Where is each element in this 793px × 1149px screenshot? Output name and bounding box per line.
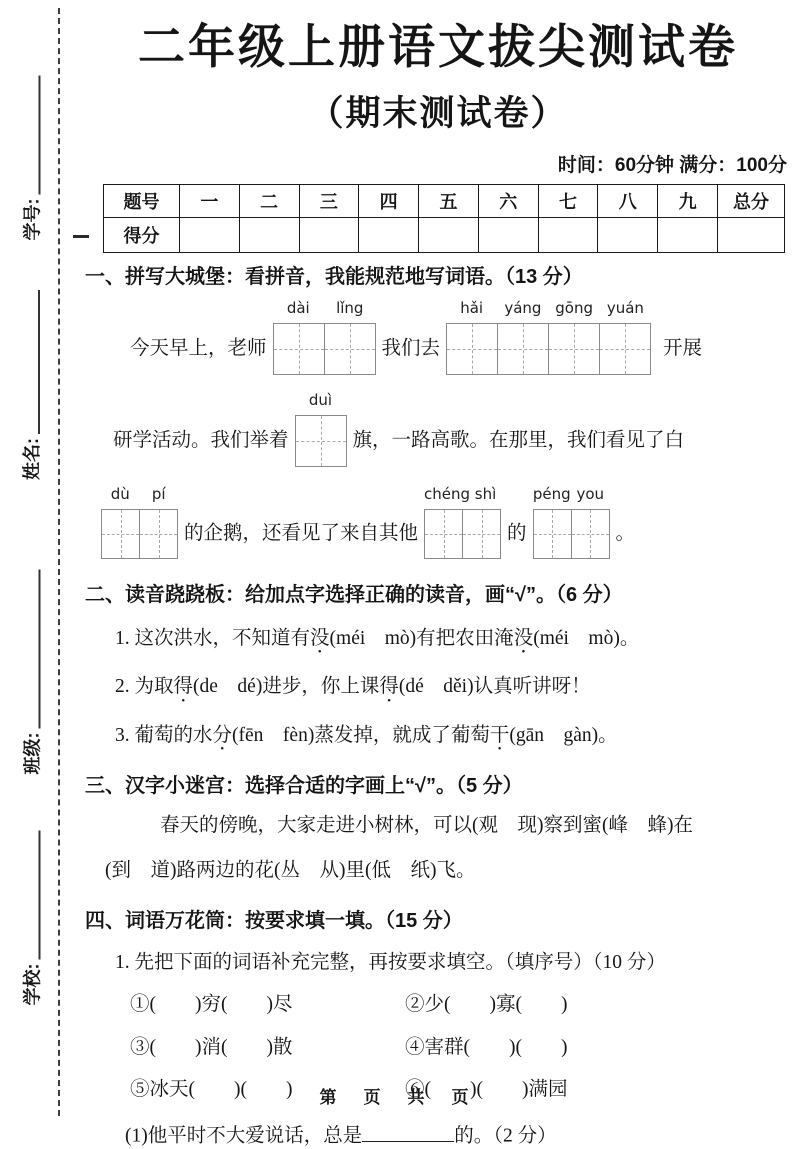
score-header-cell: 七	[538, 185, 598, 218]
pinyin-syllable: dài	[286, 299, 310, 318]
seal-label: 姓名:	[22, 438, 42, 480]
q2-item-1	[115, 627, 791, 651]
seal-blank-line	[39, 831, 41, 960]
text-segment: (de dé)进步，你上课	[193, 676, 380, 698]
score-table-header-row	[104, 185, 785, 218]
writing-cells	[295, 415, 347, 467]
emphasized-char: 分	[212, 724, 233, 746]
pinyin-syllable: yuán	[606, 299, 644, 318]
text-segment: (fēn fèn)蒸发掉，就成了葡萄	[232, 724, 490, 746]
writing-cell	[102, 510, 139, 558]
question-1-heading: 一、拼写大城堡：看拼音，我能规范地写词语。（13 分）	[85, 266, 583, 289]
text-segment: 1. 这次洪水，不知道有	[115, 628, 311, 650]
emphasized-char: 得	[379, 676, 399, 698]
score-header-cell: 三	[299, 185, 359, 218]
writing-cells	[273, 323, 376, 375]
seal-label: 学校:	[22, 963, 43, 1006]
question-2-heading: 二、读音跷跷板：给加点字选择正确的读音，画“√”。（6 分）	[85, 584, 623, 607]
q4-grid-row	[130, 1036, 791, 1060]
emphasized-char: 没	[310, 628, 330, 650]
seal-blank-line	[38, 290, 40, 434]
emphasized-char: 得	[173, 676, 194, 698]
writing-cell	[324, 324, 375, 374]
q2-item-2	[115, 675, 791, 699]
sentence-text: 。	[615, 522, 636, 544]
writing-cell	[548, 324, 599, 374]
sentence-text: 研学活动。我们举着	[113, 429, 289, 451]
paper-subtitle: （期末测试卷）	[308, 94, 568, 134]
writing-cells	[101, 509, 178, 559]
pinyin-box-group	[446, 299, 651, 375]
seal-field-name	[19, 290, 43, 480]
score-row-label: 得分	[104, 218, 180, 253]
score-cell-empty	[718, 218, 785, 253]
pinyin-syllable: duì	[308, 391, 333, 410]
seal-label: 班级:	[22, 732, 43, 775]
text-segment: (1)他平时不大爱说话，总是	[125, 1125, 363, 1147]
pinyin-row	[446, 301, 651, 316]
pinyin-syllable: hǎi	[460, 299, 484, 318]
seal-blank-line	[39, 76, 41, 195]
writing-cell	[571, 510, 609, 558]
text-segment: (méi mò)有把农田淹	[329, 628, 514, 650]
score-table-score-row	[104, 218, 785, 253]
writing-cell	[425, 510, 462, 558]
emphasized-char: 干	[489, 724, 510, 746]
writing-cells	[533, 509, 610, 559]
pinyin-syllable: gōng	[555, 299, 594, 318]
pinyin-box-group	[424, 485, 501, 559]
writing-cell	[497, 324, 548, 374]
pinyin-row	[533, 487, 610, 502]
word-completion-item: ⑤冰天( )( )	[130, 1079, 293, 1101]
q2-item-3	[115, 724, 791, 748]
page-footer: 第 页 共 页	[319, 1088, 474, 1107]
q1-line-1	[130, 299, 791, 375]
seal-blank-line	[39, 570, 41, 729]
writing-cell	[139, 510, 177, 558]
pinyin-box-group	[295, 391, 347, 467]
writing-cell	[296, 416, 346, 466]
pinyin-row	[295, 393, 347, 408]
q4-grid-row	[130, 993, 791, 1017]
q4-subquestion-1: 1. 先把下面的词语补充完整，再按要求填空。（填序号）（10 分）	[115, 951, 666, 973]
pinyin-syllable: lǐng	[336, 299, 364, 318]
score-header-cell: 六	[478, 185, 538, 218]
emphasized-char: 没	[513, 628, 534, 650]
main-content	[85, 0, 791, 1149]
text-segment: (dé děi)认真听讲呀！	[398, 676, 591, 698]
score-header-cell: 八	[598, 185, 658, 218]
score-cell-empty	[419, 218, 479, 253]
sentence-text: 的	[507, 522, 527, 544]
sentence-text: 今天早上，老师	[130, 337, 267, 359]
score-cell-empty	[478, 218, 538, 253]
text-segment: 3. 葡萄的水	[115, 724, 213, 746]
score-header-cell: 九	[658, 185, 718, 218]
pinyin-syllable: chéng	[424, 485, 471, 504]
text-segment: 的。（2 分）	[454, 1125, 557, 1147]
sentence-text: 我们去	[381, 337, 441, 359]
question-4-heading: 四、词语万花筒：按要求填一填。（15 分）	[85, 909, 463, 932]
q1-line-2	[113, 391, 791, 467]
time-score-info: 时间：60分钟 满分：100分	[557, 155, 787, 177]
score-cell-empty	[359, 218, 419, 253]
blank-underline	[362, 1120, 454, 1141]
text-segment: (gān gàn)。	[509, 724, 618, 746]
pinyin-syllable: dù	[110, 485, 130, 504]
text-segment: (méi mò)。	[533, 628, 640, 650]
sentence-text: 的企鹅，还看见了来自其他	[184, 522, 419, 544]
score-header-cell: 五	[419, 185, 479, 218]
score-cell-empty	[180, 218, 240, 253]
seal-label: 学号:	[22, 198, 43, 241]
pinyin-row	[101, 487, 178, 502]
score-header-cell: 一	[180, 185, 240, 218]
score-table	[103, 184, 785, 253]
score-cell-empty	[658, 218, 718, 253]
pinyin-syllable: pí	[151, 485, 166, 504]
seal-field-student-number	[20, 76, 44, 241]
writing-cell	[462, 510, 500, 558]
seal-field-school	[20, 831, 44, 1006]
writing-cell	[274, 324, 324, 374]
word-completion-item: ④害群( )( )	[405, 1036, 568, 1058]
word-completion-item: ②少( )寡( )	[405, 994, 568, 1016]
pinyin-box-group	[532, 485, 610, 559]
pinyin-syllable: shì	[474, 485, 497, 504]
writing-cells	[424, 509, 501, 559]
pinyin-syllable: you	[576, 485, 605, 504]
score-header-cell: 题号	[104, 185, 180, 218]
word-completion-item: ⑥( )( )满园	[405, 1079, 568, 1101]
pinyin-row	[273, 301, 376, 316]
seal-dashed-line	[58, 8, 60, 1116]
writing-cells	[446, 323, 651, 375]
score-cell-empty	[299, 218, 359, 253]
writing-cell	[599, 324, 650, 374]
q1-line-3	[101, 485, 791, 559]
writing-cell	[447, 324, 497, 374]
sentence-text: 开展	[663, 337, 703, 359]
score-header-cell: 总分	[718, 185, 785, 218]
pinyin-box-group	[101, 485, 178, 559]
word-completion-item: ①( )穷( )尽	[130, 994, 293, 1016]
text-segment: 2. 为取	[115, 676, 174, 698]
score-cell-empty	[239, 218, 299, 253]
score-cell-empty	[598, 218, 658, 253]
q3-line-2: (到 道)路两边的花(丛 从)里(低 纸)飞。	[105, 859, 476, 881]
seal-field-class	[20, 570, 44, 775]
score-header-cell: 二	[239, 185, 299, 218]
writing-cell	[534, 510, 571, 558]
paper-title: 二年级上册语文拔尖测试卷	[138, 20, 738, 73]
pinyin-row	[424, 487, 501, 502]
q4-subquestion-2	[125, 1120, 791, 1149]
pinyin-syllable: yáng	[504, 299, 542, 318]
sentence-text: 旗，一路高歌。在那里，我们看见了白	[352, 429, 685, 451]
question-3-heading: 三、汉字小迷宫：选择合适的字画上“√”。（5 分）	[85, 775, 523, 798]
q3-line-1: 春天的傍晚，大家走进小树林，可以(观 现)察到蜜(峰 蜂)在	[160, 815, 693, 837]
pinyin-box-group	[273, 299, 376, 375]
score-header-cell: 四	[359, 185, 419, 218]
word-completion-item: ③( )消( )散	[130, 1036, 293, 1058]
score-cell-empty	[538, 218, 598, 253]
pinyin-syllable: péng	[532, 485, 571, 504]
